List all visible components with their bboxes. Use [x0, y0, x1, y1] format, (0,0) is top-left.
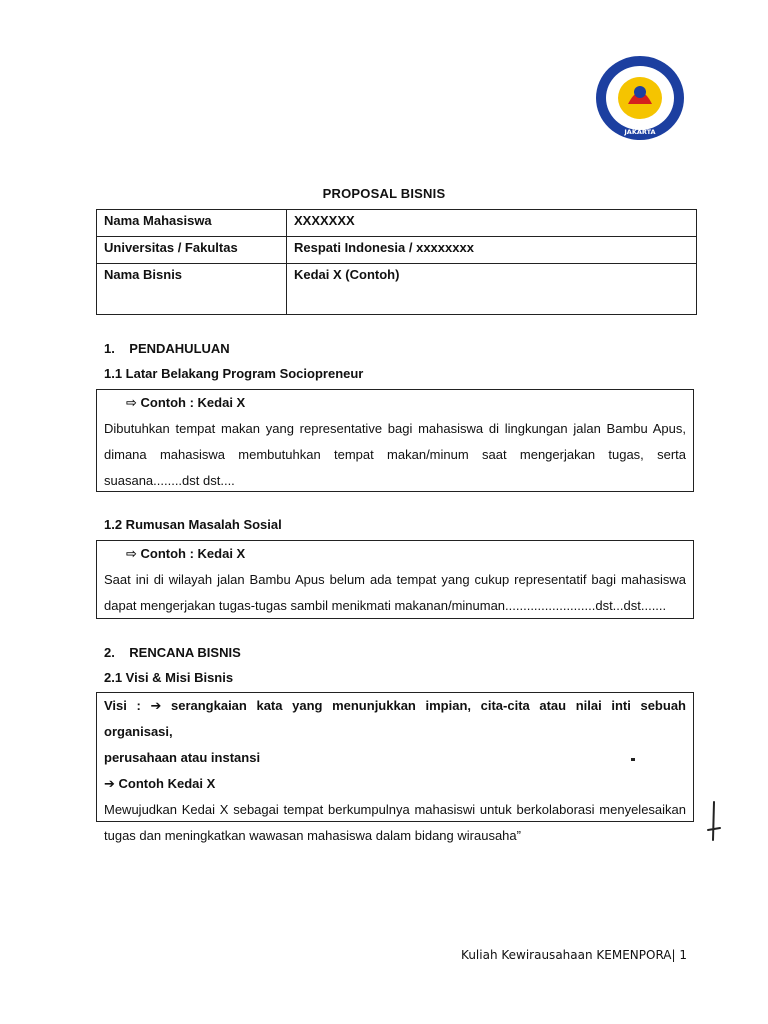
example-label: ➔ Contoh Kedai X [104, 776, 216, 791]
section2-heading: 2. RENCANA BISNIS [104, 645, 241, 660]
problem-box [96, 540, 694, 619]
handwritten-page-mark [704, 800, 724, 846]
ink-dot [631, 758, 635, 761]
university-logo [594, 54, 686, 142]
paragraph-line: dimana mahasiswa membutuhkan tempat makan/minum saat mengerjakan tugas, serta [104, 447, 686, 462]
paragraph-line: Mewujudkan Kedai X sebagai tempat berkumpulnya mahasiswi untuk berkolaborasi menyelesaikan [104, 802, 686, 817]
table-row [97, 210, 697, 237]
vision-box [96, 692, 694, 843]
page-footer: Kuliah Kewirausahaan KEMENPORA| 1 [461, 948, 687, 962]
table-label: Nama Mahasiswa [97, 210, 287, 237]
table-value: XXXXXXX [287, 210, 697, 237]
example-label: ⇨ Contoh : Kedai X [126, 395, 246, 410]
section2-1-heading: 2.1 Visi & Misi Bisnis [104, 670, 234, 685]
logo-city: JAKARTA [624, 128, 656, 136]
vision-definition: perusahaan atau instansi [104, 750, 261, 765]
paragraph-line: Saat ini di wilayah jalan Bambu Apus belum ada tempat yang cukup representatif bagi mahasiswa [104, 572, 686, 587]
table-value: Kedai X (Contoh) [287, 264, 697, 315]
background-box [96, 389, 694, 492]
document-title: PROPOSAL BISNIS [322, 186, 446, 201]
table-label: Nama Bisnis [97, 264, 287, 315]
paragraph-line: suasana........dst dst.... [104, 473, 235, 488]
info-table [96, 209, 697, 315]
table-label: Universitas / Fakultas [97, 237, 287, 264]
section1-1-heading: 1.1 Latar Belakang Program Sociopreneur [104, 366, 364, 381]
vision-definition: Visi : ➔ serangkaian kata yang menunjukkan impian, cita-cita atau nilai inti sebuah organisasi, [104, 698, 686, 739]
table-row [97, 237, 697, 264]
table-value: Respati Indonesia / xxxxxxxx [287, 237, 697, 264]
table-row [97, 264, 697, 315]
example-label: ⇨ Contoh : Kedai X [126, 546, 246, 561]
section1-heading: 1. PENDAHULUAN [104, 341, 230, 356]
section1-2-heading: 1.2 Rumusan Masalah Sosial [104, 517, 282, 532]
paragraph-line: tugas dan meningkatkan wawasan mahasiswa dalam bidang wirausaha” [104, 828, 521, 843]
paragraph-line: Dibutuhkan tempat makan yang representative bagi mahasiswa di lingkungan jalan Bambu Apus, [104, 421, 686, 436]
paragraph-line: dapat mengerjakan tugas-tugas sambil menikmati makanan/minuman.........................dst...dst....... [104, 598, 667, 613]
